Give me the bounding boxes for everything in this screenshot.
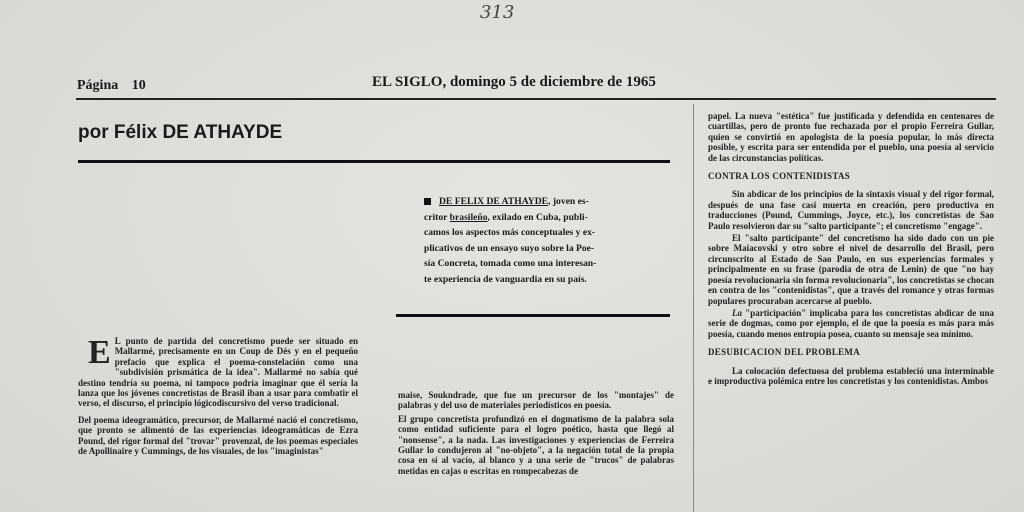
page-label [77, 78, 146, 94]
note-text: sía Concreta, tomada como una interesan- [424, 258, 597, 269]
note-text: brasileño [449, 211, 488, 223]
note-text: plicativos de un ensayo suyo sobre la Poe- [424, 242, 595, 254]
bullet-square-icon [424, 198, 431, 205]
column-1 [78, 336, 358, 462]
note-text: , joven es- [548, 196, 589, 207]
article-byline: por Félix DE ATHAYDE [78, 122, 283, 143]
paragraph-text: "participación" implicaba para los concretistas abdicar de una serie de dogmas, como por ejemplo, el de que la poesía es más para más poesía, cuando menos entropía posea, cuanto su mensaje sea mínimo. [708, 307, 994, 339]
column-divider [693, 104, 694, 512]
paragraph: Del poema ideogramático, precursor, de Mallarmé nació el concretismo, que pronto se alimentó de las experiencias ideogramáticas de Ezra Pound, del rigor formal del "trovar" provenzal, de los poemas especiales de Apollinaire y Cummings, de los visuales, de los "imaginistas" [78, 414, 358, 457]
paragraph: Sin abdicar de los principios de la sintaxis visual y del rigor formal, después de una fase casi muerta en creación, pero productiva en traducciones (Pound, Cummings, Joyce, etc.), los concretistas de Sao Paulo resolvieron dar su "salto participante"; el concretismo "engage". [708, 189, 994, 231]
handwritten-page-mark: 313 [480, 2, 515, 23]
paragraph-text: L punto de partida del concretismo puede ser situado en Mallarmé, precisamente en un Coup de Dés y en el pequeño prefacio que explica el poema-constelación como una "subdivisión prismática de la idea". Mallarmé no sabía qué destino tendría su poema, ni tampoco podría imaginar que él sería la lanza que los jóvenes concretistas de Brasil iban a usar para combatir el verso, el discurso, el principio lógicodiscursivo del verso tradicional. [78, 336, 358, 409]
header-rule [76, 98, 996, 100]
paragraph [708, 308, 994, 339]
section-heading: CONTRA LOS CONTENIDISTAS [708, 171, 851, 182]
note-rule [396, 314, 670, 317]
page-label-text: Página [77, 78, 119, 93]
note-text: te experiencia de vanguardia en su país. [424, 273, 587, 285]
column-3 [708, 111, 994, 388]
note-text: camos los aspectos más conceptuales y ex- [424, 227, 596, 238]
masthead-date: EL SIGLO, domingo 5 de diciembre de 1965 [372, 74, 656, 90]
paragraph: papel. La nueva "estética" fue justificada y defendida en centenares de cuartillas, pero de pronto fue rechazada por el propio Ferreira Gullar, quien se convirtió en apologista de la poesía popular, lo más directa posible, y escrita para ser entendida por el pueblo, una poesía al servicio de las circunstancias políticas. [708, 111, 994, 163]
note-text: , exilado en Cuba, publi- [487, 211, 588, 223]
note-author: DE FELIX DE ATHAYDE [439, 196, 549, 207]
section-heading: DESUBICACION DEL PROBLEMA [708, 347, 861, 358]
byline-rule [78, 160, 670, 163]
paragraph [78, 336, 358, 409]
paragraph: El grupo concretista profundizó en el dogmatismo de la palabra sola como entidad suficiente para el logro poético, hasta que llegó al "nonsense", a la nada. Las investigaciones y experiencias de Ferreira Gullar lo condujeron al "no-objeto", a la negación total de la propia cosa en sí al vacío, al blanco y a una serie de "trucos" de palabras metidas en cajas o escritas en rompecabezas de [398, 413, 674, 476]
page-number: 10 [131, 78, 146, 93]
paragraph-text: La [732, 307, 742, 318]
note-text: critor [424, 211, 450, 223]
column-2 [398, 390, 674, 479]
paragraph: maise, Soukndrade, que fue un precursor de los "montajes" de palabras y del uso de materiales periodísticos en poesía. [398, 390, 674, 411]
editorial-note [424, 194, 672, 287]
paragraph: El "salto participante" del concretismo ha sido dado con un pie sobre Maiacovski y otro sobre el nivel de desarrollo del Brasil, pero circunscrito al Estado de Sao Paulo, en sus experiencias formales y principalmente en su frase (parodia de otra de Lenin) de que "no hay poesía revolucionaria sin forma revolucionaria", los concretistas se chocan en contra de los "contenidistas", que a través del romance y otras formas populares procuraban acercarse al pueblo. [708, 233, 994, 306]
drop-cap: E [88, 334, 111, 371]
paragraph: La colocación defectuosa del problema estableció una interminable e improductiva polémica entre los concretistas y los contenidistas. Ambos [708, 365, 994, 386]
